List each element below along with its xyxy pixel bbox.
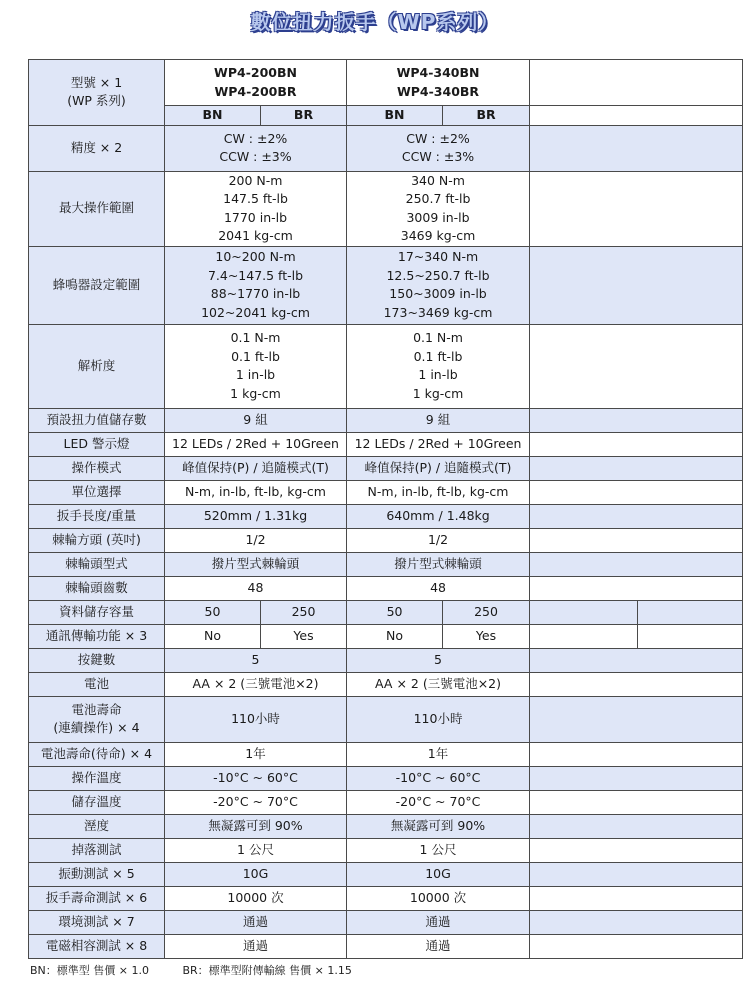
spec-value: 5 bbox=[434, 651, 442, 667]
spec-value: 173~3469 kg-cm bbox=[383, 304, 493, 320]
spec-value: 7.4~147.5 ft-lb bbox=[207, 267, 304, 283]
empty-cell bbox=[638, 600, 743, 624]
spec-value-cell bbox=[347, 125, 530, 171]
spec-row bbox=[29, 600, 743, 624]
spec-value-cell bbox=[165, 171, 347, 246]
spec-value-cell bbox=[347, 696, 530, 742]
empty-cell bbox=[530, 814, 743, 838]
empty-cell bbox=[530, 790, 743, 814]
spec-label: 儲存溫度 bbox=[71, 793, 122, 809]
header-row bbox=[29, 60, 743, 106]
spec-label: 蜂鳴器設定範圍 bbox=[52, 276, 141, 292]
spec-value: 110小時 bbox=[231, 710, 280, 726]
spec-label-cell bbox=[29, 886, 165, 910]
spec-value: 10G bbox=[242, 865, 269, 881]
empty-cell bbox=[530, 838, 743, 862]
spec-value: 通過 bbox=[425, 937, 451, 953]
empty-cell bbox=[530, 600, 638, 624]
spec-value: 撥片型式棘輪頭 bbox=[394, 555, 482, 571]
model-name-cell bbox=[347, 60, 530, 106]
spec-value-cell bbox=[347, 862, 530, 886]
variant-cell: BN bbox=[165, 106, 261, 126]
spec-value: AA × 2 (三號電池×2) bbox=[375, 675, 502, 691]
empty-cell bbox=[530, 696, 743, 742]
spec-value-cell bbox=[165, 910, 347, 934]
spec-value: 1 公尺 bbox=[237, 841, 274, 857]
spec-row bbox=[29, 624, 743, 648]
spec-value: 5 bbox=[251, 651, 260, 667]
spec-value-cell bbox=[347, 742, 530, 766]
spec-label-cell bbox=[29, 766, 165, 790]
empty-cell bbox=[530, 324, 743, 408]
empty-cell bbox=[530, 408, 743, 432]
spec-row bbox=[29, 246, 743, 324]
spec-row bbox=[29, 171, 743, 246]
empty-cell bbox=[530, 106, 743, 126]
model-name-line: WP4-200BR bbox=[214, 83, 297, 99]
spec-value: 峰值保持(P) / 追隨模式(T) bbox=[364, 459, 512, 475]
spec-value-cell bbox=[165, 552, 347, 576]
spec-row bbox=[29, 910, 743, 934]
spec-value: 3009 in-lb bbox=[406, 209, 470, 225]
spec-value: 640mm / 1.48kg bbox=[386, 507, 490, 523]
spec-label: 溼度 bbox=[83, 817, 109, 833]
spec-row bbox=[29, 125, 743, 171]
spec-value-cell: 250 bbox=[443, 600, 530, 624]
spec-value-cell: Yes bbox=[261, 624, 347, 648]
spec-value: 1年 bbox=[427, 745, 449, 761]
empty-cell bbox=[530, 504, 743, 528]
spec-row bbox=[29, 324, 743, 408]
spec-value: CCW : ±3% bbox=[401, 149, 475, 164]
spec-label-cell bbox=[29, 696, 165, 742]
empty-cell bbox=[530, 125, 743, 171]
spec-value: 48 bbox=[247, 579, 264, 595]
spec-row bbox=[29, 862, 743, 886]
empty-cell bbox=[530, 624, 638, 648]
spec-value: N-m, in-lb, ft-lb, kg-cm bbox=[185, 483, 326, 499]
empty-cell bbox=[530, 766, 743, 790]
spec-label: 扳手壽命測試 × 6 bbox=[45, 889, 148, 905]
spec-value-cell bbox=[347, 246, 530, 324]
spec-value-cell bbox=[347, 552, 530, 576]
spec-value-cell bbox=[347, 576, 530, 600]
spec-value-cell bbox=[347, 790, 530, 814]
spec-value-cell bbox=[165, 480, 347, 504]
spec-value-cell bbox=[165, 790, 347, 814]
spec-label: 解析度 bbox=[77, 357, 116, 373]
spec-value-cell bbox=[347, 432, 530, 456]
spec-value-cell: No bbox=[347, 624, 443, 648]
spec-value-cell bbox=[347, 934, 530, 958]
spec-label-cell bbox=[29, 576, 165, 600]
spec-value: 48 bbox=[430, 579, 446, 595]
spec-value: 150~3009 in-lb bbox=[389, 286, 487, 301]
spec-label-cell bbox=[29, 456, 165, 480]
spec-label: 操作溫度 bbox=[71, 769, 122, 785]
spec-value-cell bbox=[347, 838, 530, 862]
spec-label: 振動測試 × 5 bbox=[58, 865, 135, 881]
spec-value: 0.1 ft-lb bbox=[413, 348, 463, 364]
spec-value: 0.1 N-m bbox=[230, 330, 281, 345]
spec-value-cell: 250 bbox=[261, 600, 347, 624]
spec-label: 操作模式 bbox=[71, 459, 122, 475]
spec-value-cell bbox=[165, 456, 347, 480]
spec-value-cell: 50 bbox=[347, 600, 443, 624]
model-name-line: WP4-200BN bbox=[214, 65, 297, 80]
empty-cell bbox=[530, 456, 743, 480]
spec-value: 無凝露可到 90% bbox=[390, 817, 486, 833]
spec-row bbox=[29, 552, 743, 576]
spec-value: 9 組 bbox=[243, 411, 268, 427]
empty-cell bbox=[530, 862, 743, 886]
spec-label-cell bbox=[29, 408, 165, 432]
spec-value: 12.5~250.7 ft-lb bbox=[386, 267, 490, 283]
spec-value: 0.1 N-m bbox=[413, 330, 463, 345]
spec-value-cell bbox=[347, 766, 530, 790]
spec-value: 通過 bbox=[243, 913, 269, 929]
spec-value: 通過 bbox=[425, 913, 451, 929]
spec-label: 棘輪頭型式 bbox=[65, 555, 128, 571]
spec-value: 102~2041 kg-cm bbox=[201, 304, 310, 320]
spec-value: 110小時 bbox=[413, 710, 463, 726]
spec-value-cell bbox=[347, 171, 530, 246]
spec-row bbox=[29, 576, 743, 600]
spec-value: -10°C ~ 60°C bbox=[213, 769, 298, 785]
variant-cell: BR bbox=[443, 106, 530, 126]
spec-row bbox=[29, 742, 743, 766]
spec-label-cell bbox=[29, 504, 165, 528]
spec-label-cell bbox=[29, 934, 165, 958]
spec-value-cell: 50 bbox=[165, 600, 261, 624]
spec-value: 1770 in-lb bbox=[223, 209, 288, 225]
spec-value-cell bbox=[347, 886, 530, 910]
spec-row bbox=[29, 886, 743, 910]
spec-label-cell bbox=[29, 862, 165, 886]
spec-label: 單位選擇 bbox=[71, 483, 122, 499]
spec-value: 520mm / 1.31kg bbox=[203, 507, 308, 523]
spec-value: 1年 bbox=[245, 745, 266, 761]
spec-value: 10000 次 bbox=[409, 889, 467, 905]
spec-label: 棘輪頭齒數 bbox=[65, 579, 128, 595]
spec-value-cell bbox=[165, 672, 347, 696]
spec-value: 2041 kg-cm bbox=[218, 228, 293, 243]
spec-label: 電池壽命(待命) × 4 bbox=[40, 745, 153, 761]
spec-value-cell: No bbox=[165, 624, 261, 648]
spec-table bbox=[28, 59, 743, 959]
spec-value: -20°C ~ 70°C bbox=[213, 793, 298, 809]
spec-value: 88~1770 in-lb bbox=[210, 286, 301, 301]
model-label-line: 型號 × 1 bbox=[70, 74, 123, 90]
spec-row bbox=[29, 648, 743, 672]
spec-row bbox=[29, 408, 743, 432]
spec-value: -20°C ~ 70°C bbox=[395, 793, 481, 809]
spec-value-cell bbox=[165, 528, 347, 552]
spec-value: 1 公尺 bbox=[419, 841, 457, 857]
spec-value: 1/2 bbox=[245, 531, 266, 547]
spec-value-cell bbox=[165, 246, 347, 324]
empty-cell bbox=[530, 528, 743, 552]
spec-label-cell bbox=[29, 480, 165, 504]
model-label-cell bbox=[29, 60, 165, 126]
spec-value-cell bbox=[165, 432, 347, 456]
empty-cell bbox=[530, 246, 743, 324]
spec-value: 200 N-m bbox=[228, 172, 283, 188]
spec-row bbox=[29, 432, 743, 456]
spec-row bbox=[29, 456, 743, 480]
spec-value: 17~340 N-m bbox=[397, 249, 479, 264]
empty-cell bbox=[530, 432, 743, 456]
empty-cell bbox=[530, 576, 743, 600]
spec-value-cell bbox=[347, 504, 530, 528]
empty-cell bbox=[530, 648, 743, 672]
spec-value: 250.7 ft-lb bbox=[405, 191, 471, 206]
spec-label: (連續操作) × 4 bbox=[53, 720, 140, 735]
empty-cell bbox=[530, 672, 743, 696]
spec-label-cell bbox=[29, 648, 165, 672]
spec-value: 通過 bbox=[243, 937, 269, 953]
spec-row bbox=[29, 696, 743, 742]
spec-label-cell bbox=[29, 432, 165, 456]
footnotes bbox=[30, 962, 382, 978]
spec-value: -10°C ~ 60°C bbox=[395, 769, 481, 785]
spec-row bbox=[29, 814, 743, 838]
spec-label-cell bbox=[29, 324, 165, 408]
spec-value-cell: Yes bbox=[443, 624, 530, 648]
spec-row bbox=[29, 838, 743, 862]
empty-cell bbox=[530, 552, 743, 576]
spec-value: CW : ±2% bbox=[223, 130, 288, 146]
spec-value: 3469 kg-cm bbox=[400, 228, 476, 243]
footnote-bn: BN：標準型 售價 × 1.0 bbox=[30, 964, 149, 977]
spec-value-cell bbox=[347, 672, 530, 696]
spec-value-cell bbox=[165, 862, 347, 886]
spec-value-cell bbox=[165, 408, 347, 432]
spec-value-cell bbox=[347, 480, 530, 504]
page-title: 數位扭力扳手（WP系列） bbox=[250, 10, 500, 34]
empty-cell bbox=[530, 934, 743, 958]
spec-label-cell bbox=[29, 838, 165, 862]
spec-value: 147.5 ft-lb bbox=[223, 191, 288, 206]
spec-value: 1 kg-cm bbox=[412, 385, 464, 401]
spec-value-cell bbox=[347, 324, 530, 408]
spec-label-cell bbox=[29, 552, 165, 576]
spec-label: 電池 bbox=[83, 675, 109, 691]
footnote-br: BR：標準型附傳輸線 售價 × 1.15 bbox=[182, 964, 352, 977]
spec-value: 10G bbox=[425, 865, 451, 881]
spec-value-cell bbox=[165, 324, 347, 408]
spec-value-cell bbox=[165, 125, 347, 171]
spec-value: AA × 2 (三號電池×2) bbox=[192, 675, 319, 691]
spec-value-cell bbox=[165, 838, 347, 862]
spec-value: 1/2 bbox=[427, 531, 449, 547]
spec-value-cell bbox=[165, 934, 347, 958]
spec-label: 環境測試 × 7 bbox=[58, 913, 135, 929]
model-label-line: (WP 系列) bbox=[67, 93, 126, 109]
empty-cell bbox=[530, 480, 743, 504]
spec-value-cell bbox=[165, 814, 347, 838]
spec-value: 1 kg-cm bbox=[230, 385, 281, 401]
empty-cell bbox=[530, 886, 743, 910]
spec-value: 10~200 N-m bbox=[215, 249, 296, 264]
empty-cell bbox=[530, 742, 743, 766]
spec-value-cell bbox=[347, 910, 530, 934]
spec-value-cell bbox=[347, 814, 530, 838]
spec-value: 無凝露可到 90% bbox=[208, 817, 303, 833]
spec-label: 精度 × 2 bbox=[70, 139, 123, 155]
spec-label-cell bbox=[29, 125, 165, 171]
model-name-line: WP4-340BR bbox=[396, 83, 480, 99]
spec-label-cell bbox=[29, 814, 165, 838]
spec-value-cell bbox=[165, 504, 347, 528]
spec-label: 電磁相容測試 × 8 bbox=[45, 937, 148, 953]
spec-label-cell bbox=[29, 600, 165, 624]
spec-label: LED 警示燈 bbox=[63, 435, 130, 451]
variant-cell: BR bbox=[261, 106, 347, 126]
spec-label: 預設扭力值儲存數 bbox=[46, 411, 147, 427]
spec-value-cell bbox=[165, 766, 347, 790]
spec-row bbox=[29, 934, 743, 958]
spec-label: 通訊傳輸功能 × 3 bbox=[45, 627, 148, 643]
spec-value: 峰值保持(P) / 追隨模式(T) bbox=[182, 459, 329, 475]
spec-row bbox=[29, 790, 743, 814]
spec-label: 棘輪方頭 (英吋) bbox=[52, 531, 141, 547]
spec-label: 掉落測試 bbox=[71, 841, 122, 857]
spec-value: 9 組 bbox=[425, 411, 451, 427]
spec-label: 最大操作範圍 bbox=[58, 200, 134, 216]
spec-label-cell bbox=[29, 742, 165, 766]
spec-value: 0.1 ft-lb bbox=[231, 348, 280, 364]
spec-value: 1 in-lb bbox=[418, 367, 458, 382]
spec-label: 扳手長度/重量 bbox=[56, 507, 137, 523]
spec-value: 12 LEDs / 2Red + 10Green bbox=[172, 435, 339, 451]
spec-label: 按鍵數 bbox=[77, 651, 116, 667]
spec-value-cell bbox=[347, 408, 530, 432]
spec-label: 電池壽命 bbox=[71, 701, 122, 717]
spec-value-cell bbox=[165, 886, 347, 910]
spec-row bbox=[29, 672, 743, 696]
spec-value-cell bbox=[347, 528, 530, 552]
empty-cell bbox=[638, 624, 743, 648]
spec-value: 1 in-lb bbox=[235, 367, 276, 382]
empty-cell bbox=[530, 910, 743, 934]
spec-row bbox=[29, 504, 743, 528]
spec-label: 資料儲存容量 bbox=[58, 603, 134, 619]
empty-cell bbox=[530, 171, 743, 246]
spec-label-cell bbox=[29, 910, 165, 934]
spec-value-cell bbox=[165, 576, 347, 600]
model-name-cell bbox=[165, 60, 347, 106]
spec-label-cell bbox=[29, 528, 165, 552]
spec-value: CCW : ±3% bbox=[219, 149, 292, 164]
spec-row bbox=[29, 480, 743, 504]
spec-value: 340 N-m bbox=[411, 172, 465, 188]
empty-cell bbox=[530, 60, 743, 106]
spec-label-cell bbox=[29, 790, 165, 814]
variant-cell: BN bbox=[347, 106, 443, 126]
model-name-line: WP4-340BN bbox=[396, 65, 480, 80]
spec-label-cell bbox=[29, 246, 165, 324]
spec-label-cell bbox=[29, 624, 165, 648]
spec-value-cell bbox=[347, 456, 530, 480]
spec-value: 10000 次 bbox=[227, 889, 284, 905]
spec-label-cell bbox=[29, 672, 165, 696]
spec-value: 撥片型式棘輪頭 bbox=[211, 555, 300, 571]
spec-value: 12 LEDs / 2Red + 10Green bbox=[354, 435, 522, 451]
spec-value: N-m, in-lb, ft-lb, kg-cm bbox=[367, 483, 509, 499]
spec-label-cell bbox=[29, 171, 165, 246]
spec-row bbox=[29, 528, 743, 552]
spec-value-cell bbox=[165, 696, 347, 742]
spec-value: CW : ±2% bbox=[406, 130, 470, 146]
spec-value-cell bbox=[165, 648, 347, 672]
spec-value-cell bbox=[347, 648, 530, 672]
spec-row bbox=[29, 766, 743, 790]
spec-value-cell bbox=[165, 742, 347, 766]
